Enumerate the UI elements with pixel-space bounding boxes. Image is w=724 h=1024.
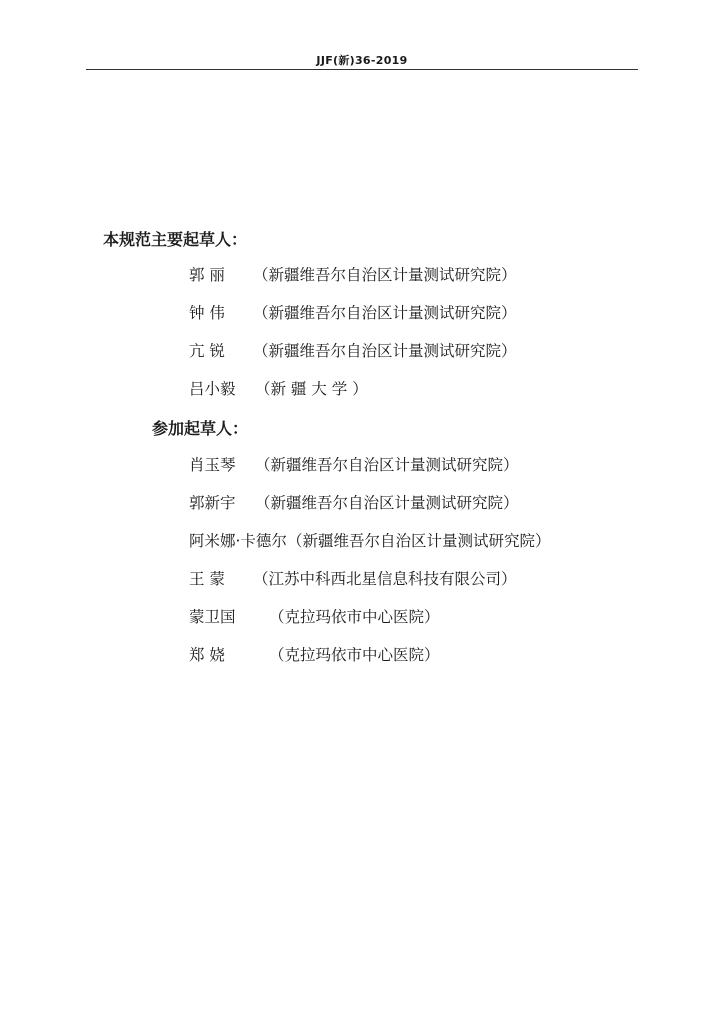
drafter-org: （克拉玛依市中心医院）	[269, 608, 440, 626]
drafter-org: （新疆维吾尔自治区计量测试研究院）	[255, 494, 519, 512]
drafter-org: （新疆维吾尔自治区计量测试研究院）	[253, 266, 517, 284]
drafter-name: 郭 丽	[189, 266, 225, 284]
drafter-name: 阿米娜·卡德尔	[189, 532, 287, 550]
drafter-org: （新疆维吾尔自治区计量测试研究院）	[255, 456, 519, 474]
main-drafter-row	[189, 339, 517, 361]
drafter-name: 钟 伟	[189, 304, 225, 322]
main-drafter-row	[189, 301, 517, 323]
drafter-name: 亢 锐	[189, 342, 225, 360]
participating-drafters-title: 参加起草人：	[152, 419, 249, 438]
drafter-name: 肖玉琴	[189, 456, 236, 474]
main-drafter-row	[189, 377, 368, 399]
main-drafter-row	[189, 263, 517, 285]
drafter-name: 郭新宇	[189, 494, 236, 512]
main-drafters-title: 本规范主要起草人：	[103, 230, 248, 249]
participating-drafter-row	[189, 453, 519, 475]
participating-drafter-row	[189, 529, 550, 551]
participating-drafter-row	[189, 605, 440, 627]
drafter-org: （江苏中科西北星信息科技有限公司）	[253, 570, 517, 588]
participating-drafter-row	[189, 643, 440, 665]
header-divider	[86, 69, 638, 70]
drafter-org: （新疆维吾尔自治区计量测试研究院）	[253, 304, 517, 322]
drafter-org: （新疆维吾尔自治区计量测试研究院）	[253, 342, 517, 360]
drafter-name: 王 蒙	[189, 570, 225, 588]
drafter-name: 吕小毅	[189, 380, 236, 398]
drafter-org: （克拉玛依市中心医院）	[269, 646, 440, 664]
participating-drafter-row	[189, 567, 517, 589]
participating-drafter-row	[189, 491, 519, 513]
drafter-name: 郑 娆	[189, 646, 225, 664]
document-code: JJF(新)36-2019	[316, 54, 408, 67]
drafter-org: （新 疆 大 学 ）	[255, 380, 368, 398]
drafter-name: 蒙卫国	[189, 608, 236, 626]
drafter-org: （新疆维吾尔自治区计量测试研究院）	[286, 532, 551, 550]
